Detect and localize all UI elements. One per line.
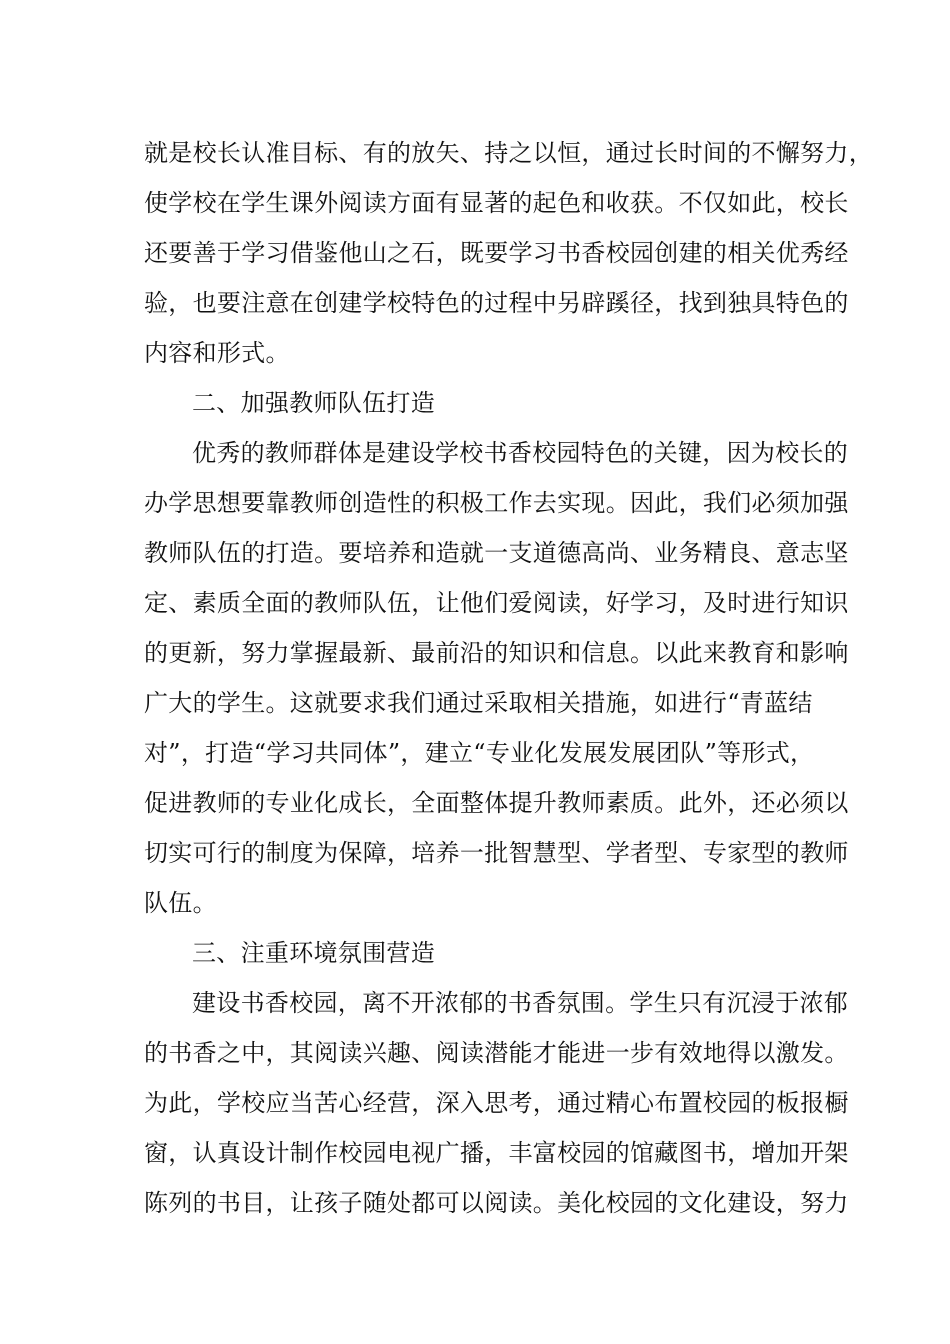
text-line: 的书香之中，其阅读兴趣、阅读潜能才能进一步有效地得以激发。 [144,1039,849,1067]
text-line: 教师队伍的打造。要培养和造就一支道德高尚、业务精良、意志坚 [144,539,849,567]
text-line: 办学思想要靠教师创造性的积极工作去实现。因此，我们必须加强 [144,489,849,517]
text-line: 内容和形式。 [144,339,290,367]
text-line: 就是校长认准目标、有的放矢、持之以恒，通过长时间的不懈努力， [144,139,873,167]
text-line: 对”，打造“学习共同体”，建立“专业化发展发展团队”等形式， [144,739,815,767]
text-line: 队伍。 [144,889,217,917]
text-line: 还要善于学习借鉴他山之石，既要学习书香校园创建的相关优秀经 [144,239,849,267]
text-line: 使学校在学生课外阅读方面有显著的起色和收获。不仅如此，校长 [144,189,849,217]
text-line: 的更新，努力掌握最新、最前沿的知识和信息。以此来教育和影响 [144,639,849,667]
text-line: 验，也要注意在创建学校特色的过程中另辟蹊径，找到独具特色的 [144,289,849,317]
text-line: 促进教师的专业化成长，全面整体提升教师素质。此外，还必须以 [144,789,849,817]
text-line: 优秀的教师群体是建设学校书香校园特色的关键，因为校长的 [192,439,849,467]
text-line: 窗，认真设计制作校园电视广播，丰富校园的馆藏图书，增加开架 [144,1139,849,1167]
text-line: 切实可行的制度为保障，培养一批智慧型、学者型、专家型的教师 [144,839,849,867]
text-line: 陈列的书目，让孩子随处都可以阅读。美化校园的文化建设，努力 [144,1189,849,1217]
section-heading: 三、注重环境氛围营造 [192,939,435,967]
text-line: 定、素质全面的教师队伍，让他们爱阅读，好学习，及时进行知识 [144,589,849,617]
text-line: 建设书香校园，离不开浓郁的书香氛围。学生只有沉浸于浓郁 [192,989,849,1017]
text-line: 广大的学生。这就要求我们通过采取相关措施，如进行“青蓝结 [144,689,813,717]
text-line: 为此，学校应当苦心经营，深入思考，通过精心布置校园的板报橱 [144,1089,849,1117]
section-heading: 二、加强教师队伍打造 [192,389,435,417]
